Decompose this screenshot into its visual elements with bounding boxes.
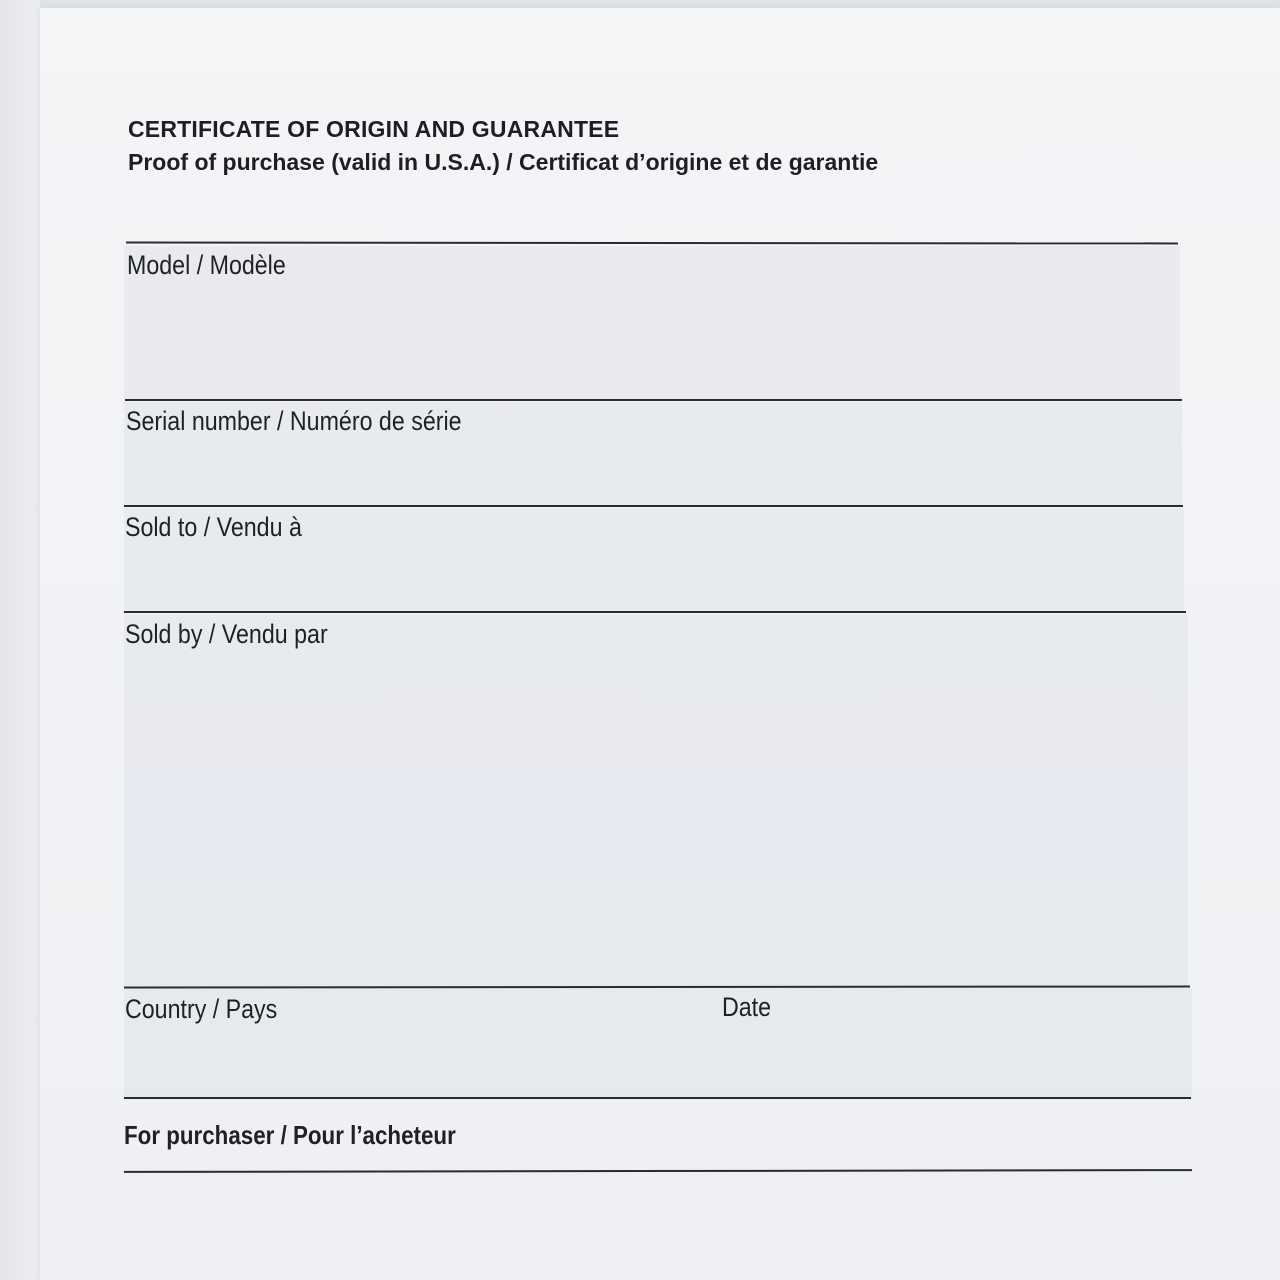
serial-number-label: Serial number / Numéro de série bbox=[126, 406, 462, 436]
sold-by-rule bbox=[124, 611, 1186, 613]
sold-by-field-area bbox=[124, 614, 1188, 986]
date-label: Date bbox=[722, 992, 772, 1022]
background-left bbox=[0, 0, 40, 1280]
country-date-field-area bbox=[124, 988, 1192, 1098]
for-purchaser-label: For purchaser / Pour l’acheteur bbox=[124, 1120, 456, 1150]
country-label: Country / Pays bbox=[125, 994, 278, 1024]
certificate-title: CERTIFICATE OF ORIGIN AND GUARANTEE bbox=[128, 116, 620, 142]
sold-by-label: Sold by / Vendu par bbox=[125, 619, 328, 649]
background-top bbox=[0, 0, 1280, 8]
for-purchaser-rule bbox=[124, 1097, 1191, 1099]
serial-number-rule bbox=[125, 399, 1182, 401]
model-label: Model / Modèle bbox=[127, 250, 286, 280]
sold-to-label: Sold to / Vendu à bbox=[125, 512, 302, 542]
sold-to-rule bbox=[124, 505, 1183, 507]
certificate-subtitle: Proof of purchase (valid in U.S.A.) / Certificat d’origine et de garantie bbox=[128, 149, 879, 175]
